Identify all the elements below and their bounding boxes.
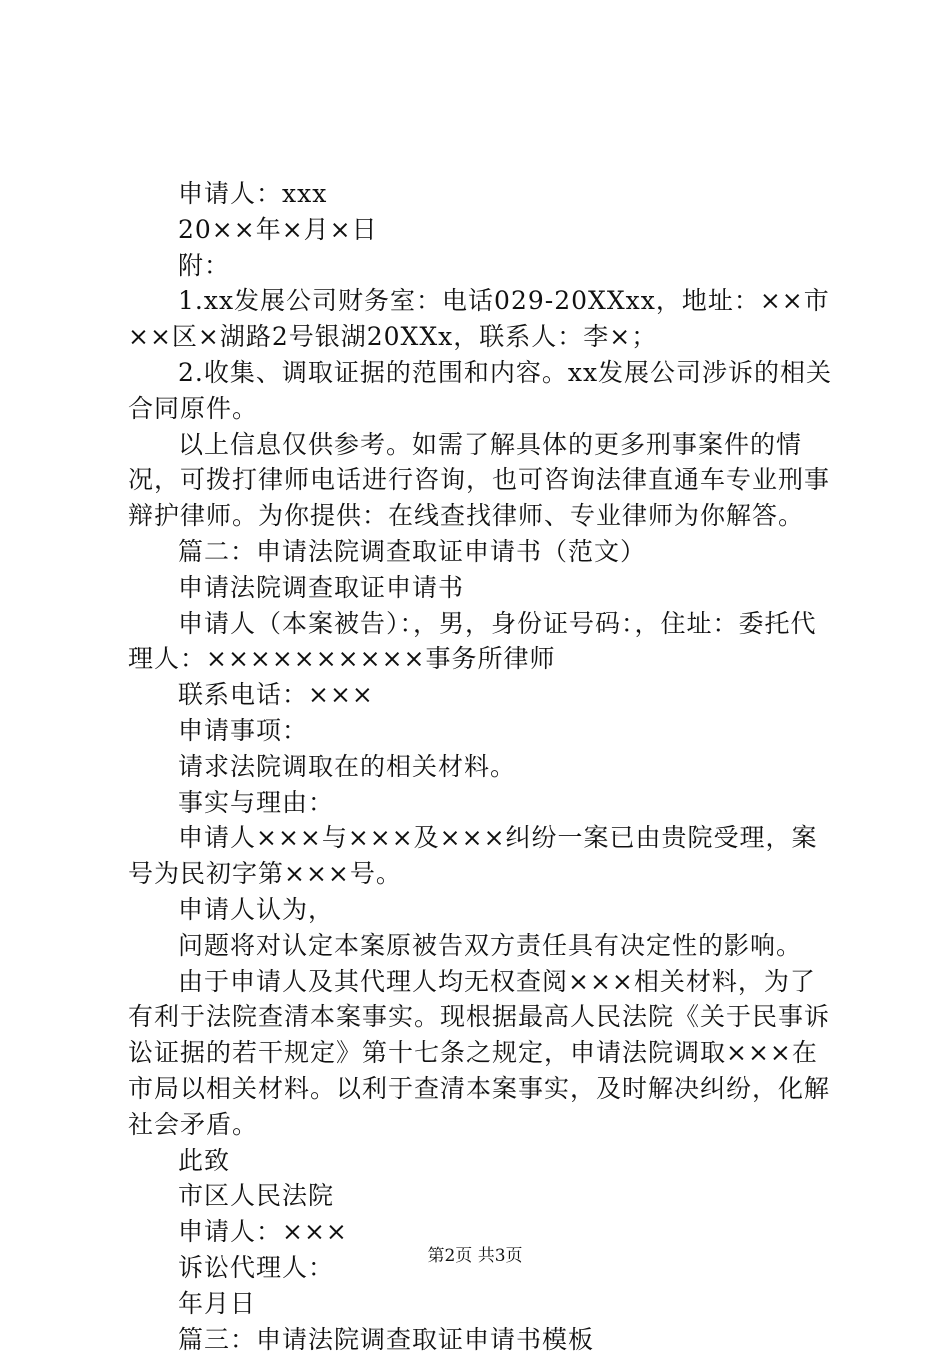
issue-statement: 问题将对认定本案原被告双方责任具有决定性的影响。 xyxy=(128,928,838,964)
request-heading: 申请事项： xyxy=(128,713,838,749)
signature-date: 20××年×月×日 xyxy=(128,212,838,248)
section-heading-part-2: 篇二：申请法院调查取证申请书（范文） xyxy=(128,534,838,570)
facts-case-info: 申请人×××与×××及×××纠纷一案已由贵院受理，案号为民初字第×××号。 xyxy=(128,820,838,892)
document-body xyxy=(128,176,838,1357)
section-heading-part-3: 篇三：申请法院调查取证申请书模板 xyxy=(128,1322,838,1357)
court-name: 市区人民法院 xyxy=(128,1178,838,1214)
salutation: 此致 xyxy=(128,1143,838,1179)
reference-note: 以上信息仅供参考。如需了解具体的更多刑事案件的情况，可拨打律师电话进行咨询，也可咨询法律直通车专业刑事辩护律师。为你提供：在线查找律师、专业律师为你解答。 xyxy=(128,427,838,534)
litigation-agent: 诉讼代理人： xyxy=(128,1250,838,1286)
attachment-item-2: 2.收集、调取证据的范围和内容。xx发展公司涉诉的相关合同原件。 xyxy=(128,355,838,427)
page-footer: 第2页 共3页 xyxy=(0,1245,950,1267)
reasoning-paragraph: 由于申请人及其代理人均无权查阅×××相关材料，为了有利于法院查清本案事实。现根据最高人民法院《关于民事诉讼证据的若干规定》第十七条之规定，申请法院调取×××在市局以相关材料。以利于查清本案事实，及时解决纠纷，化解社会矛盾。 xyxy=(128,964,838,1143)
signature-applicant: 申请人：xxx xyxy=(128,176,838,212)
request-content: 请求法院调取在的相关材料。 xyxy=(128,749,838,785)
facts-heading: 事实与理由： xyxy=(128,785,838,821)
contact-phone: 联系电话：××× xyxy=(128,677,838,713)
applicant-opinion: 申请人认为， xyxy=(128,892,838,928)
closing-date: 年月日 xyxy=(128,1286,838,1322)
closing-applicant: 申请人：××× xyxy=(128,1214,838,1250)
attachment-heading: 附： xyxy=(128,248,838,284)
application-title: 申请法院调查取证申请书 xyxy=(128,570,838,606)
attachment-item-1: 1.xx发展公司财务室：电话029-20XXxx，地址：××市××区×湖路2号银湖20XXx，联系人：李×； xyxy=(128,283,838,355)
applicant-info: 申请人（本案被告）：，男，身份证号码：，住址：委托代理人：××××××××××事务所律师 xyxy=(128,606,838,678)
